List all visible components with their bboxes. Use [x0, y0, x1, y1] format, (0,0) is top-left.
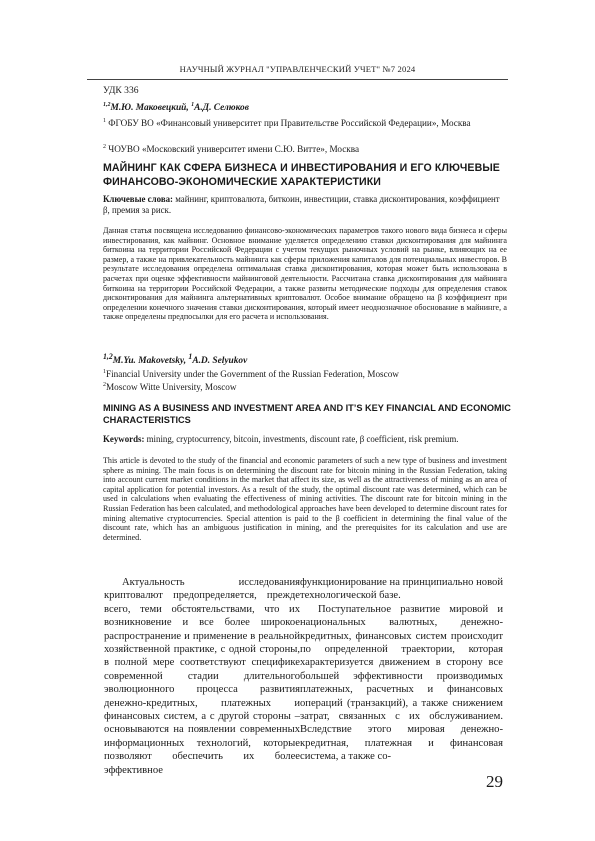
body-column-left — [104, 576, 300, 777]
keywords-label: Ключевые слова: — [103, 194, 174, 204]
header-rule — [87, 79, 508, 80]
affiliation-text: Financial University under the Government of the Russian Federation, Moscow — [106, 369, 399, 380]
author-2-sup: 1 — [191, 102, 195, 108]
author-2-name: А.Д. Селюков — [194, 103, 249, 114]
affiliation-en-2 — [103, 379, 503, 394]
author-1-sup: 1,2 — [103, 102, 111, 108]
abstract-en: This article is devoted to the study of the financial and economic parameters of such a new type of business and investment sphere as mining. The main focus is on determining the discount rate for bitcoin mining in the Russian Federation, taking into account current market conditions in the market that affect its size, as well as the attractiveness of mining as an area of capital application for potential investors. As a result of the study, the optimal discount rate was determined, which can be used in calculations when evaluating the effectiveness of mining activities. The discount rate for bitcoin mining in the Russian Federation has been calculated, and methodological approaches have been developed to determine discount rates for mining alternative cryptocurrencies. Special attention is paid to the β coefficient in determining the final value of the discount rate, which has an ambiguous justification in mining, and the prerequisites for its calculation and use are determined. — [103, 456, 507, 542]
article-title-en: MINING AS A BUSINESS AND INVESTMENT AREA AND IT’S KEY FINANCIAL AND ECONOMIC CHARACTERISTICS — [103, 403, 511, 425]
author-2-sup: 1 — [188, 352, 193, 361]
keywords-label: Keywords: — [103, 434, 145, 444]
authors-ru — [103, 102, 249, 113]
keywords-en — [103, 434, 503, 445]
keywords-text: mining, cryptocurrency, bitcoin, investments, discount rate, β coefficient, risk premium. — [144, 434, 459, 444]
affiliation-sup: 1 — [103, 118, 106, 124]
affiliation-sup: 2 — [103, 382, 106, 388]
author-1-sup: 1,2 — [103, 352, 113, 361]
affiliation-ru-1 — [103, 115, 503, 130]
author-1-name: М.Ю. Маковецкий, — [110, 103, 192, 114]
affiliation-sup: 2 — [103, 144, 106, 150]
abstract-ru: Данная статья посвящена исследованию финансово-экономических параметров такого нового вида бизнеса и сферы инвестирования, как майнинг. Основное внимание уделяется определению ставки дисконтирования для майнинга биткоина на территории Российской Федерации с учетом текущих рыночных условий на рынке, влияющих на ее размер, а также на привлекательность майнинга как сферы приложения капиталов для потенциальных инвесторов. В результате исследования определена оптимальная ставка дисконтирования, которая может быть использована в расчетах при оценке эффективности майнинговой деятельности. Рассчитана ставка дисконтирования для майнинга биткоина на территории Российской Федерации, а также развиты методические подходы для определения ставок дисконтирования для майнинга альтернативных криптовалют. Особое внимание обращено на β коэффициент при определении конечного значения ставки дисконтирования, который имеет неоднозначное обоснование в майнинге, а также определены предпосылки для его расчета и использования. — [103, 226, 507, 322]
keywords-ru — [103, 194, 503, 216]
affiliation-text: Moscow Witte University, Moscow — [106, 382, 237, 393]
author-1-name: M.Yu. Makovetsky, — [112, 356, 189, 367]
affiliation-ru-2 — [103, 141, 503, 156]
running-header: НАУЧНЫЙ ЖУРНАЛ "УПРАВЛЕНЧЕСКИЙ УЧЕТ" №7 2024 — [179, 64, 416, 74]
affiliation-text: ЧОУВО «Московский университет имени С.Ю. Витте», Москва — [106, 144, 360, 155]
page-number: 29 — [486, 772, 503, 791]
body-paragraph: Поступательное развитие мировой и национальных валютных, денежно-кредитных, финансовых систем происходит по определенной траектории, которая характеризуется движением в сторону все большей эффективности производимых платежных, расчетных и финансовых операций (транзакций), а также снижением затрат, связанных с их обслуживанием. Вследствие этого мировая денежно-кредитная, платежная и финансовая система, а также со- — [300, 603, 503, 763]
affiliation-sup: 1 — [103, 369, 106, 375]
keywords-text: майнинг, криптовалюта, биткоин, инвестиции, ставка дисконтирования, коэффициент β, премия за риск. — [103, 194, 500, 215]
udk-code: УДК 336 — [103, 85, 139, 96]
author-2-name: A.D. Selyukov — [192, 356, 248, 367]
affiliation-text: ФГОБУ ВО «Финансовый университет при Правительстве Российской Федерации», Москва — [106, 118, 471, 129]
body-paragraph-continued: функционирование на принципиально новой технологической базе. — [300, 577, 503, 602]
body-column-right — [300, 576, 503, 764]
body-paragraph: Актуальность исследования криптовалют предопределяется, прежде всего, теми обстоятельствами, что их возникновение и все более широкое распространение и применение в реальной хозяйственной практике, с одной стороны, в полной мере соответствуют специфике современной стадии длительного эволюционного процесса развития денежно-кредитных, платежных и финансовых систем, а с другой стороны – основываются на появлении современных информационных технологий, которые позволяют обеспечить их более эффективное — [104, 577, 300, 776]
authors-en — [103, 352, 247, 366]
article-title-ru: МАЙНИНГ КАК СФЕРА БИЗНЕСА И ИНВЕСТИРОВАНИЯ И ЕГО КЛЮЧЕВЫЕ ФИНАНСОВО-ЭКОНОМИЧЕСКИЕ ХАРАКТЕРИСТИКИ — [103, 162, 500, 188]
